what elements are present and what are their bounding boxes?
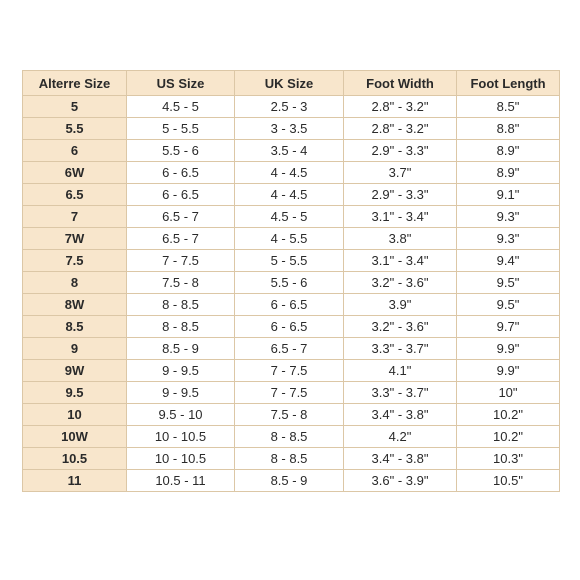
- table-row: [23, 140, 560, 162]
- foot-length-cell: 10.2": [457, 426, 560, 448]
- us-size-cell: 6 - 6.5: [127, 184, 235, 206]
- uk-size-cell: 3 - 3.5: [235, 118, 344, 140]
- us-size-cell: 9 - 9.5: [127, 360, 235, 382]
- us-size-cell: 5.5 - 6: [127, 140, 235, 162]
- uk-size-cell: 6 - 6.5: [235, 316, 344, 338]
- foot-width-cell: 3.7": [344, 162, 457, 184]
- table-row: [23, 426, 560, 448]
- alterre-size-cell: 10.5: [23, 448, 127, 470]
- uk-size-cell: 3.5 - 4: [235, 140, 344, 162]
- foot-width-cell: 2.9" - 3.3": [344, 140, 457, 162]
- table-row: [23, 360, 560, 382]
- foot-length-cell: 9.1": [457, 184, 560, 206]
- foot-length-cell: 9.5": [457, 272, 560, 294]
- table-row: [23, 118, 560, 140]
- foot-length-cell: 10.5": [457, 470, 560, 492]
- uk-size-cell: 6.5 - 7: [235, 338, 344, 360]
- table-row: [23, 294, 560, 316]
- table-row: [23, 470, 560, 492]
- foot-width-cell: 2.9" - 3.3": [344, 184, 457, 206]
- table-row: [23, 316, 560, 338]
- foot-length-cell: 8.9": [457, 140, 560, 162]
- foot-width-cell: 3.9": [344, 294, 457, 316]
- table-row: [23, 448, 560, 470]
- uk-size-cell: 4 - 4.5: [235, 162, 344, 184]
- alterre-size-cell: 8W: [23, 294, 127, 316]
- us-size-cell: 6 - 6.5: [127, 162, 235, 184]
- foot-width-cell: 3.4" - 3.8": [344, 404, 457, 426]
- header-uk-size: UK Size: [235, 71, 344, 96]
- alterre-size-cell: 7.5: [23, 250, 127, 272]
- us-size-cell: 9.5 - 10: [127, 404, 235, 426]
- header-foot-length: Foot Length: [457, 71, 560, 96]
- foot-length-cell: 9.9": [457, 338, 560, 360]
- us-size-cell: 8 - 8.5: [127, 294, 235, 316]
- uk-size-cell: 7 - 7.5: [235, 382, 344, 404]
- us-size-cell: 10 - 10.5: [127, 448, 235, 470]
- uk-size-cell: 5 - 5.5: [235, 250, 344, 272]
- alterre-size-cell: 10W: [23, 426, 127, 448]
- table-row: [23, 228, 560, 250]
- uk-size-cell: 4 - 5.5: [235, 228, 344, 250]
- us-size-cell: 10 - 10.5: [127, 426, 235, 448]
- table-row: [23, 404, 560, 426]
- foot-length-cell: 9.4": [457, 250, 560, 272]
- foot-length-cell: 9.9": [457, 360, 560, 382]
- foot-length-cell: 8.8": [457, 118, 560, 140]
- alterre-size-cell: 9: [23, 338, 127, 360]
- table-body: [23, 96, 560, 492]
- foot-length-cell: 10.2": [457, 404, 560, 426]
- table-row: [23, 96, 560, 118]
- alterre-size-cell: 9.5: [23, 382, 127, 404]
- uk-size-cell: 4 - 4.5: [235, 184, 344, 206]
- header-foot-width: Foot Width: [344, 71, 457, 96]
- alterre-size-cell: 5.5: [23, 118, 127, 140]
- alterre-size-cell: 11: [23, 470, 127, 492]
- alterre-size-cell: 7: [23, 206, 127, 228]
- foot-length-cell: 9.5": [457, 294, 560, 316]
- size-chart-table: [22, 70, 560, 492]
- us-size-cell: 6.5 - 7: [127, 206, 235, 228]
- foot-width-cell: 3.2" - 3.6": [344, 272, 457, 294]
- uk-size-cell: 4.5 - 5: [235, 206, 344, 228]
- us-size-cell: 7 - 7.5: [127, 250, 235, 272]
- header-alterre-size: Alterre Size: [23, 71, 127, 96]
- us-size-cell: 4.5 - 5: [127, 96, 235, 118]
- alterre-size-cell: 6: [23, 140, 127, 162]
- table-row: [23, 250, 560, 272]
- foot-length-cell: 9.3": [457, 228, 560, 250]
- foot-width-cell: 3.1" - 3.4": [344, 250, 457, 272]
- alterre-size-cell: 6W: [23, 162, 127, 184]
- table-row: [23, 162, 560, 184]
- foot-length-cell: 10.3": [457, 448, 560, 470]
- us-size-cell: 5 - 5.5: [127, 118, 235, 140]
- alterre-size-cell: 10: [23, 404, 127, 426]
- foot-width-cell: 3.3" - 3.7": [344, 338, 457, 360]
- foot-width-cell: 4.1": [344, 360, 457, 382]
- alterre-size-cell: 7W: [23, 228, 127, 250]
- foot-width-cell: 3.6" - 3.9": [344, 470, 457, 492]
- alterre-size-cell: 8.5: [23, 316, 127, 338]
- foot-length-cell: 9.7": [457, 316, 560, 338]
- foot-length-cell: 8.5": [457, 96, 560, 118]
- us-size-cell: 8.5 - 9: [127, 338, 235, 360]
- header-row: [23, 71, 560, 96]
- alterre-size-cell: 9W: [23, 360, 127, 382]
- foot-width-cell: 2.8" - 3.2": [344, 96, 457, 118]
- foot-width-cell: 3.1" - 3.4": [344, 206, 457, 228]
- uk-size-cell: 7 - 7.5: [235, 360, 344, 382]
- us-size-cell: 6.5 - 7: [127, 228, 235, 250]
- uk-size-cell: 7.5 - 8: [235, 404, 344, 426]
- foot-width-cell: 3.4" - 3.8": [344, 448, 457, 470]
- foot-length-cell: 10": [457, 382, 560, 404]
- foot-length-cell: 8.9": [457, 162, 560, 184]
- us-size-cell: 10.5 - 11: [127, 470, 235, 492]
- alterre-size-cell: 8: [23, 272, 127, 294]
- foot-length-cell: 9.3": [457, 206, 560, 228]
- foot-width-cell: 3.8": [344, 228, 457, 250]
- table-row: [23, 272, 560, 294]
- uk-size-cell: 8 - 8.5: [235, 426, 344, 448]
- uk-size-cell: 2.5 - 3: [235, 96, 344, 118]
- uk-size-cell: 6 - 6.5: [235, 294, 344, 316]
- us-size-cell: 8 - 8.5: [127, 316, 235, 338]
- foot-width-cell: 4.2": [344, 426, 457, 448]
- us-size-cell: 9 - 9.5: [127, 382, 235, 404]
- alterre-size-cell: 5: [23, 96, 127, 118]
- uk-size-cell: 5.5 - 6: [235, 272, 344, 294]
- table-row: [23, 338, 560, 360]
- uk-size-cell: 8.5 - 9: [235, 470, 344, 492]
- table-row: [23, 184, 560, 206]
- table-row: [23, 206, 560, 228]
- uk-size-cell: 8 - 8.5: [235, 448, 344, 470]
- foot-width-cell: 2.8" - 3.2": [344, 118, 457, 140]
- foot-width-cell: 3.3" - 3.7": [344, 382, 457, 404]
- alterre-size-cell: 6.5: [23, 184, 127, 206]
- us-size-cell: 7.5 - 8: [127, 272, 235, 294]
- table-row: [23, 382, 560, 404]
- header-us-size: US Size: [127, 71, 235, 96]
- foot-width-cell: 3.2" - 3.6": [344, 316, 457, 338]
